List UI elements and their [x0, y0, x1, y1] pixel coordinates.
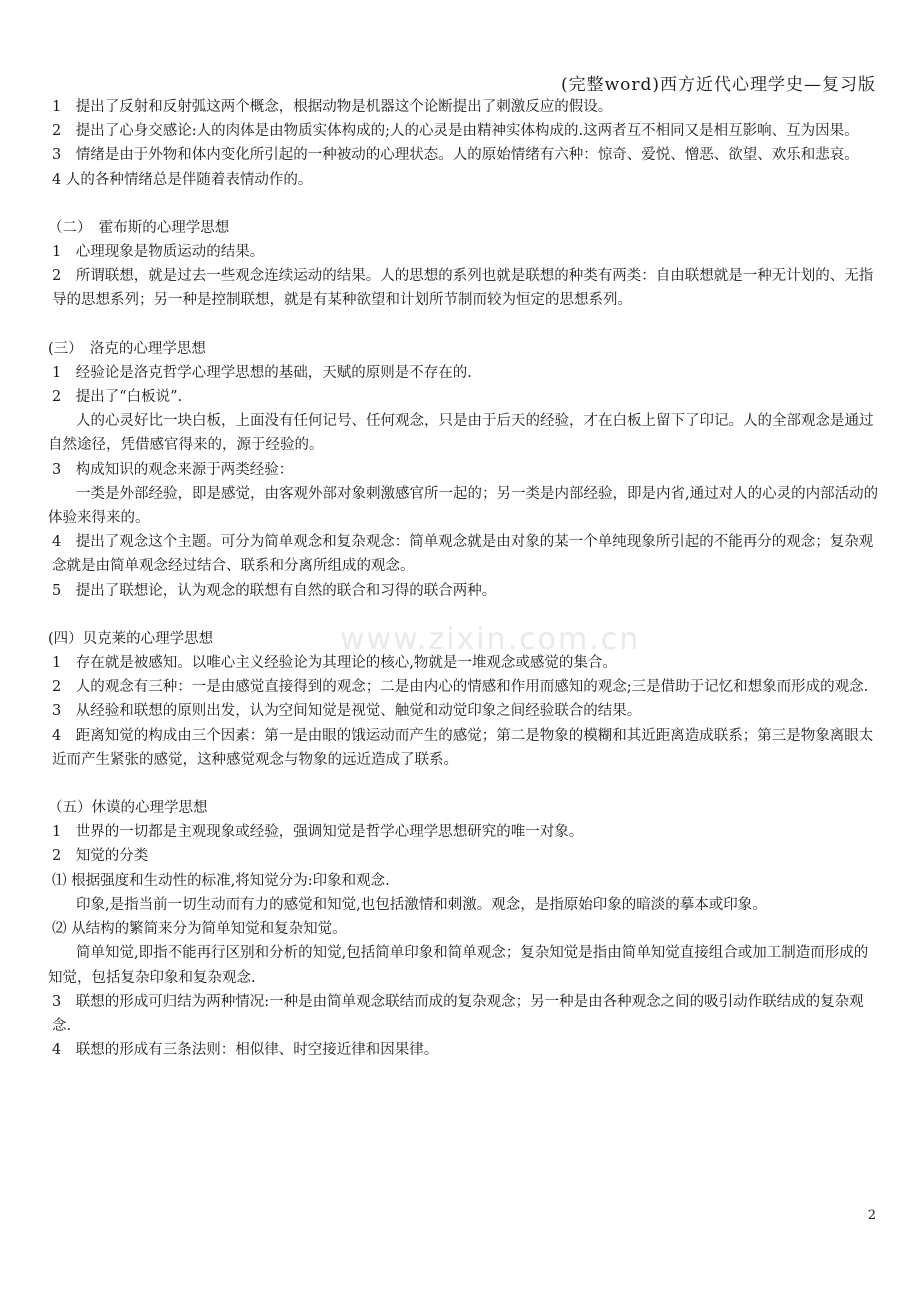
- hume-impression-text: 印象,是指当前一切生动而有力的感觉和知觉,也包括激情和刺激。观念，是指原始印象的暗淡的摹本或印象。: [76, 896, 767, 913]
- locke-heading: (三） 洛克的心理学思想: [48, 340, 206, 357]
- hobbes-point-1: 1 心理现象是物质运动的结果。: [52, 244, 265, 261]
- locke-point-4: 4 提出了观念这个主题。可分为简单观念和复杂观念：简单观念就是由对象的某一个单纯现象所引起的不能再分的观念；复杂观念就是由简单观念经过结合、联系和分离所组成的观念。: [52, 534, 874, 575]
- locke-experience-text: 一类是外部经验，即是感觉，由客观外部对象刺激感官所一起的；另一类是内部经验，即是内省,通过对人的心灵的内部活动的体验来得来的。: [48, 485, 879, 527]
- hume-point-1: 1 世界的一切都是主观现象或经验，强调知觉是哲学心理学思想研究的唯一对象。: [52, 824, 584, 841]
- locke-point-3: 3 构成知识的观念来源于两类经验：: [52, 461, 294, 478]
- hume-heading: （五）休谟的心理学思想: [48, 800, 208, 817]
- descartes-point-2: 2 提出了心身交感论:人的肉体是由物质实体构成的;人的心灵是由精神实体构成的.这两者互不相同又是相互影响、互为因果。: [52, 123, 859, 140]
- page-number: 2: [867, 1208, 876, 1223]
- descartes-point-3: 3 情绪是由于外物和体内变化所引起的一种被动的心理状态。人的原始情绪有六种：惊奇、爱悦、憎恶、欲望、欢乐和悲哀。: [52, 147, 859, 164]
- hume-point-2: 2 知觉的分类: [52, 848, 149, 865]
- berkeley-point-4: 4 距离知觉的构成由三个因素：第一是由眼的饿运动而产生的感觉；第二是物象的模糊和其近距离造成联系；第三是物象离眼太近而产生紧张的感觉，这种感觉观念与物象的远近造成了联系。: [52, 727, 874, 768]
- descartes-point-1: 1 提出了反射和反射弧这两个概念，根据动物是机器这个论断提出了刺激反应的假设。: [52, 99, 613, 115]
- section-gap: [48, 603, 880, 627]
- hume-simple-perception-text: 简单知觉,即指不能再行区别和分析的知觉,包括简单印象和简单观念；复杂知觉是指由简单知觉直接组合或加工制造而形成的知觉，包括复杂印象和复杂观念.: [48, 945, 869, 986]
- section-gap: [48, 772, 880, 796]
- locke-point-2: 2 提出了“白板说”.: [52, 389, 183, 406]
- berkeley-heading: (四）贝克莱的心理学思想: [48, 630, 214, 647]
- document-body: [48, 95, 880, 1062]
- watermark: www.zixin.com.cn: [340, 622, 641, 657]
- locke-point-5: 5 提出了联想论，认为观念的联想有自然的联合和习得的联合两种。: [52, 582, 497, 599]
- section-gap: [48, 313, 880, 337]
- berkeley-point-3: 3 从经验和联想的原则出发，认为空间知觉是视觉、触觉和动觉印象之间经验联合的结果。: [52, 703, 642, 720]
- hume-subpoint-2: ⑵ 从结构的繁简来分为简单知觉和复杂知觉。: [52, 921, 347, 938]
- berkeley-point-2: 2 人的观念有三种：一是由感觉直接得到的观念；二是由内心的情感和作用而感知的观念;三是借助于记忆和想象而形成的观念.: [52, 679, 869, 696]
- hume-point-3: 3 联想的形成可归结为两种情况:一种是由简单观念联结而成的复杂观念；另一种是由各种观念之间的吸引动作联结成的复杂观念.: [52, 993, 864, 1034]
- hobbes-point-2: 2 所谓联想，就是过去一些观念连续运动的结果。人的思想的系列也就是联想的种类有两类：自由联想就是一种无计划的、无指导的思想系列；另一种是控制联想，就是有某种欲望和计划所节制而较为恒定的思想系列。: [52, 268, 874, 309]
- section-gap: [48, 192, 880, 216]
- hume-subpoint-1: ⑴ 根据强度和生动性的标准,将知觉分为:印象和观念.: [52, 872, 390, 889]
- hobbes-heading: （二） 霍布斯的心理学思想: [48, 219, 230, 236]
- berkeley-point-1: 1 存在就是被感知。以唯心主义经验论为其理论的核心,物就是一堆观念或感觉的集合。: [52, 655, 617, 672]
- descartes-point-4: 4 人的各种情绪总是伴随着表情动作的。: [52, 171, 313, 188]
- hume-point-4: 4 联想的形成有三条法则：相似律、时空接近律和因果律。: [52, 1042, 439, 1059]
- locke-tabula-rasa-text: 人的心灵好比一块白板，上面没有任何记号、任何观念，只是由于后天的经验，才在白板上留下了印记。人的全部观念是通过自然途径，凭借感官得来的，源于经验的。: [48, 413, 874, 454]
- document-title: (完整word)西方近代心理学史—复习版: [560, 75, 876, 95]
- locke-point-1: 1 经验论是洛克哲学心理学思想的基础，天赋的原则是不存在的.: [52, 364, 472, 381]
